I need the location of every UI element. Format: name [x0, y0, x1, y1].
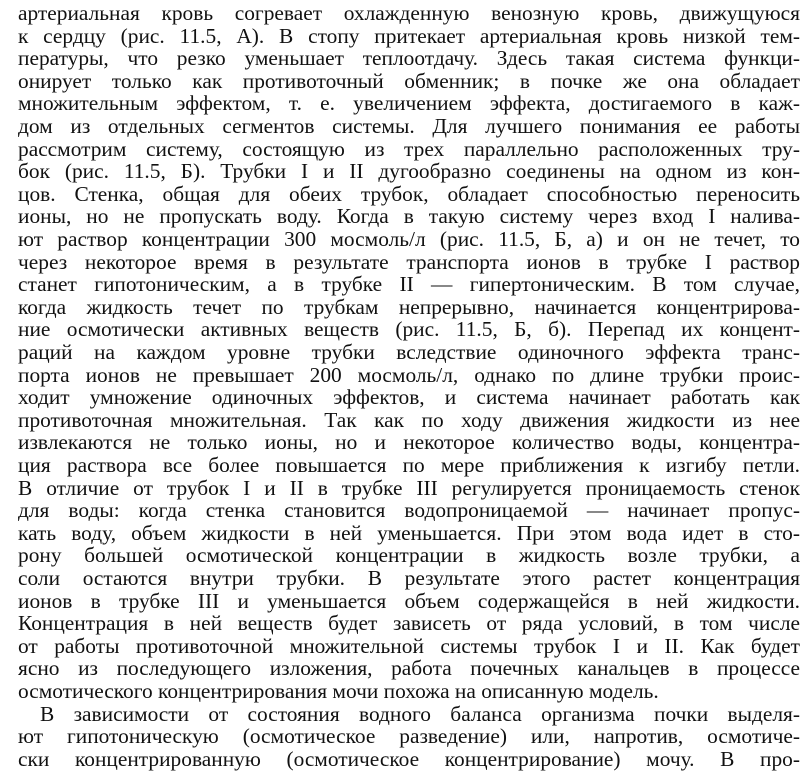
text-line: ски концентрированную (осмотическое концентрирование) мочу. В про- [18, 746, 800, 771]
text-line: пературы, что резко уменьшает теплоотдачу. Здесь такая система функци- [18, 46, 800, 71]
text-line: ют раствор концентрации 300 мосмоль/л (рис. 11.5, Б, а) и он не течет, то [18, 227, 800, 251]
text-line: цов. Стенка, общая для обеих трубок, обладает способностью переносить [18, 181, 800, 206]
text-line: противоточная множительная. Так как по ходу движения жидкости из нее [18, 407, 800, 432]
paragraph-start-line: В зависимости от состояния водного баланса организма почки выделя- [40, 701, 800, 726]
text-line: кать воду, объем жидкости в ней уменьшается. При этом вода идет в сто- [18, 520, 800, 545]
text-line: артериальная кровь согревает охлажденную венозную кровь, движущуюся [18, 1, 800, 25]
text-line: онирует только как противоточный обменник; в почке же она обладает [18, 68, 800, 93]
text-line: множительным эффектом, т. е. увеличением эффекта, достигаемого в каж- [18, 91, 800, 116]
text-line: порта ионов не превышает 200 мосмоль/л, однако по длине трубки проис- [18, 362, 800, 387]
text-line: для воды: когда стенка становится водопроницаемой — начинает пропус- [18, 498, 800, 523]
text-line: раций на каждом уровне трубки вследствие одиночного эффекта транс- [18, 340, 800, 364]
text-line: извлекаются не только ионы, но и некоторое количество воды, концентра- [18, 430, 800, 455]
text-line: от работы противоточной множительной системы трубок I и II. Как будет [18, 633, 800, 658]
text-line: ние осмотически активных веществ (рис. 11.5, Б, б). Перепад их концент- [18, 317, 800, 342]
text-line: ионов в трубке III и уменьшается объем содержащейся в ней жидкости. [18, 588, 800, 613]
text-line: ция раствора все более повышается по мере приближения к изгибу петли. [18, 453, 800, 477]
text-line: когда жидкость течет по трубкам непрерывно, начинается концентрирова- [18, 294, 800, 319]
text-line: ясно из последующего изложения, работа почечных канальцев в процессе [18, 656, 800, 681]
text-line: станет гипотоническим, а в трубке II — гипертоническим. В том случае, [18, 272, 800, 297]
text-line: Концентрация в ней веществ будет зависеть от ряда условий, в том числе [18, 611, 800, 636]
paragraph-end-line: осмотического концентрирования мочи похожа на описанную модель. [18, 679, 659, 703]
text-line: рону большей осмотической концентрации в жидкость возле трубки, а [18, 543, 800, 568]
text-line: ионы, но не пропускать воду. Когда в такую систему через вход I налива- [18, 204, 800, 229]
text-line: рассмотрим систему, состоящую из трех параллельно расположенных тру- [18, 136, 800, 161]
text-line: дом из отдельных сегментов системы. Для лучшего понимания ее работы [18, 114, 800, 138]
text-line: через некоторое время в результате транспорта ионов в трубке I раствор [18, 249, 800, 274]
text-line: В отличие от трубок I и II в трубке III регулируется проницаемость стенок [18, 475, 800, 500]
text-line: ходит умножение одиночных эффектов, и система начинает работать как [18, 385, 800, 410]
text-line: ют гипотоническую (осмотическое разведение) или, напротив, осмотиче- [18, 724, 800, 749]
text-line: бок (рис. 11.5, Б). Трубки I и II дугообразно соединены на одном из кон- [18, 159, 800, 184]
text-line: соли остаются внутри трубки. В результате этого растет концентрация [18, 566, 800, 590]
text-line: к сердцу (рис. 11.5, А). В стопу притекает артериальная кровь низкой тем- [18, 23, 800, 48]
